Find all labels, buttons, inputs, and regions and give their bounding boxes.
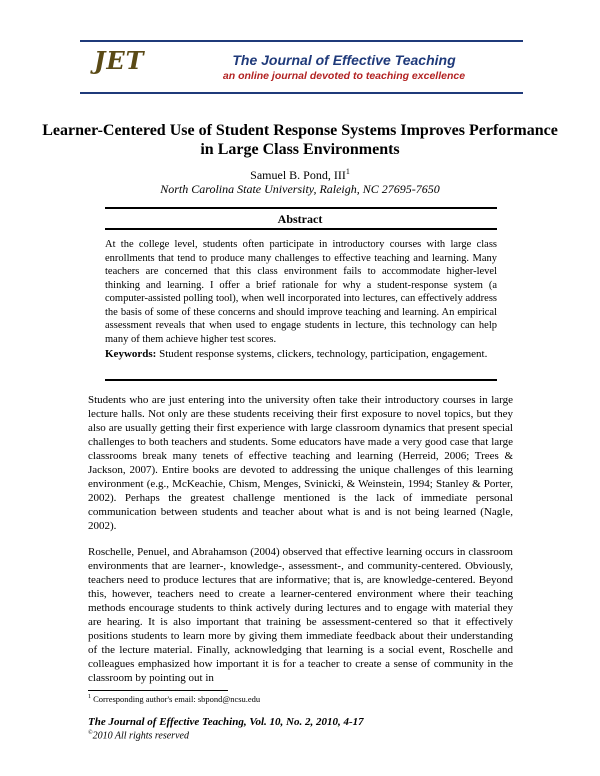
- body-paragraph-1: Students who are just entering into the university often take their introductory courses in large lecture halls. Not only are these students receiving their first exposure to novel topics, but they also are usually getting their first experience with large classroom dynamics that present special challenges to both teachers and students. Some educators have made a very good case that large classrooms break many tenets of effective teaching and learning (Herreid, 2006; Trees & Jackson, 2007). Entire books are devoted to addressing the unique challenges of this learning environment (e.g., McKeachie, Chism, Menges, Svinicki, & Weinstein, 1994; Stanley & Porter, 2002). Perhaps the greatest challenge mentioned is the lack of immediate personal communication between students and teacher about what is and is not being learned (Nagle, 2002).: [88, 394, 513, 532]
- author-name-text: Samuel B. Pond, III: [250, 168, 346, 182]
- footer-copyright: [88, 730, 189, 741]
- abstract-text: At the college level, students often participate in introductory courses with large class enrollments that tend to produce many challenges to effective teaching and learning. Many teachers are concerned that this class environment fails to accommodate higher-level thinking and learning. I offer a brief rationale for why a student-response system (a computer-assisted polling tool), when well incorporated into lectures, can effectively address the basis of some of these concerns and should improve teaching and learning. An empirical assessment reveals that when used to engage students in lecture, this technology can help many of them achieve higher test scores.: [105, 239, 497, 345]
- abstract-top-rule: [105, 207, 497, 209]
- journal-logo: JET: [94, 46, 145, 75]
- copyright-text: 2010 All rights reserved: [92, 730, 189, 742]
- footnote: [88, 694, 260, 704]
- keywords: [105, 347, 497, 361]
- footer-citation: The Journal of Effective Teaching, Vol. 10, No. 2, 2010, 4-17: [88, 716, 364, 728]
- journal-header: [80, 40, 523, 94]
- footnote-rule: [88, 690, 228, 691]
- copyright-symbol: ©: [88, 730, 93, 736]
- abstract-heading-rule: [105, 228, 497, 230]
- keywords-label: Keywords:: [105, 348, 157, 360]
- abstract-bottom-rule: [105, 379, 497, 381]
- author-footnote-marker[interactable]: 1: [345, 167, 350, 176]
- journal-title: The Journal of Effective Teaching: [232, 52, 456, 68]
- footnote-marker: 1: [88, 694, 91, 701]
- author-name: [0, 167, 600, 183]
- body-paragraph-2: Roschelle, Penuel, and Abrahamson (2004) observed that effective learning occurs in classroom environments that are learner-, knowledge-, assessment-, and community-centered. Obviously, teachers need to produce lectures that are informative; that is, are knowledge-centered. Beyond this, however, teachers need to create a learner-centered environment where their teaching methods encourage students to think actively during lectures and to engage with material they are hearing. It is also important that training be assessment-centered so that it effectively positions students to learn more by giving them immediate feedback about their understanding of the lecture material. Finally, acknowledging that learning is a social event, Roschelle and colleagues emphasized how important it is for a teacher to create a sense of community in the classroom by pointing out in: [88, 546, 513, 684]
- keywords-text: Student response systems, clickers, technology, participation, engagement.: [159, 348, 488, 360]
- abstract-heading: Abstract: [277, 212, 323, 226]
- footnote-text: Corresponding author's email: sbpond@ncsu.edu: [93, 694, 261, 704]
- author-affiliation: North Carolina State University, Raleigh, NC 27695-7650: [160, 182, 440, 196]
- paper-title: Learner-Centered Use of Student Response Systems Improves Performance in Large Class Environments: [42, 122, 558, 158]
- journal-subtitle: an online journal devoted to teaching excellence: [222, 70, 466, 82]
